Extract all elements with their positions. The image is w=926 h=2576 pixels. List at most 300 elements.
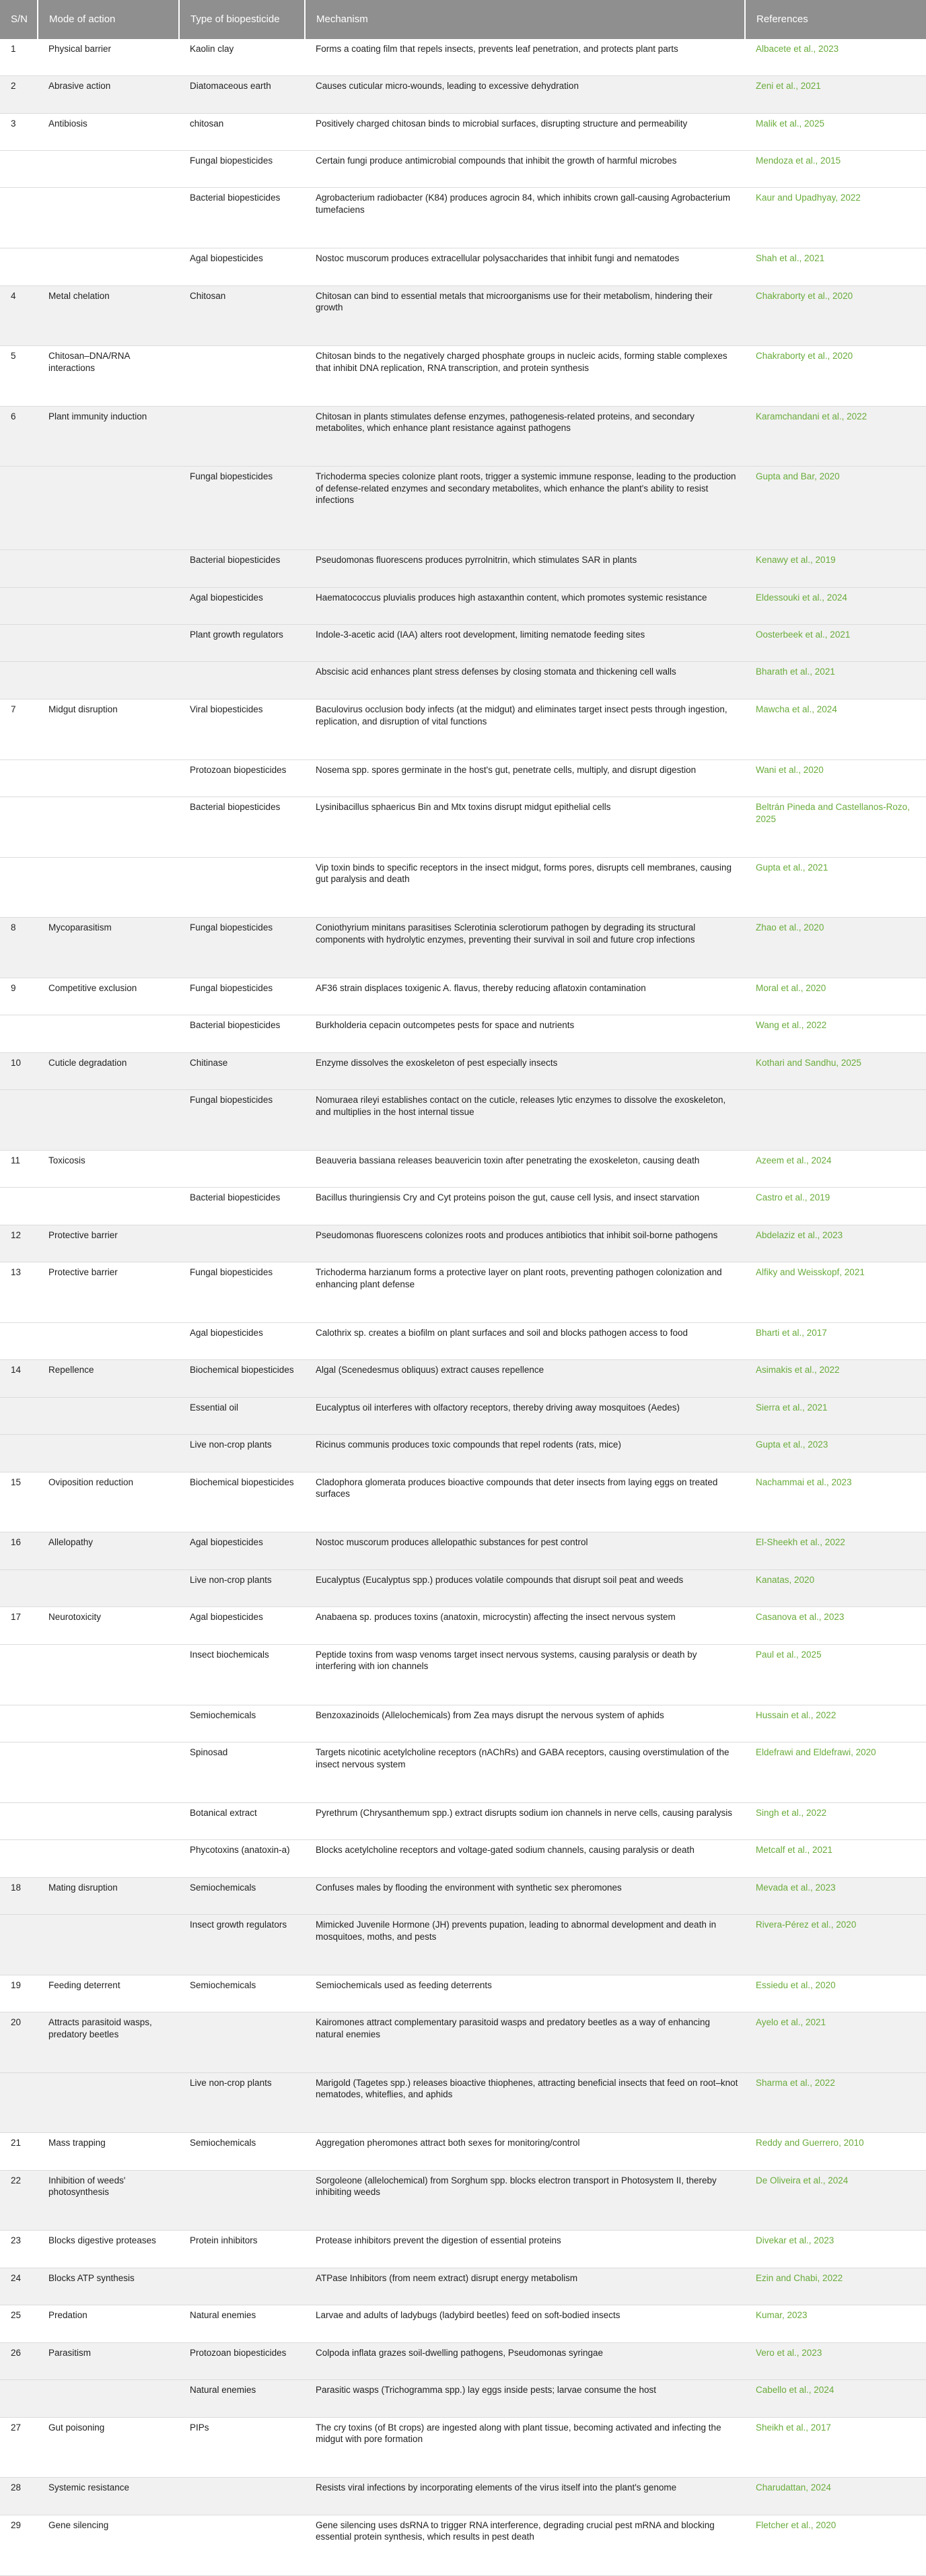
cell-sn bbox=[0, 1705, 38, 1742]
table-row bbox=[0, 1975, 926, 2012]
cell-reference[interactable]: Hussain et al., 2022 bbox=[756, 1709, 836, 1720]
cell-mechanism: Chitosan can bind to essential metals that microorganisms use for their metabolism, hindering their growth bbox=[316, 290, 713, 313]
cell-mode-of-action: Parasitism bbox=[48, 2347, 92, 2358]
cell-mode-of-action: Mating disruption bbox=[48, 1882, 118, 1893]
cell-reference[interactable]: Oosterbeek et al., 2021 bbox=[756, 630, 851, 640]
cell-mode-of-action bbox=[38, 2072, 179, 2133]
table-row bbox=[0, 1015, 926, 1052]
cell-mode-of-action bbox=[38, 587, 179, 624]
cell-mode-of-action bbox=[38, 467, 179, 550]
cell-sn: 20 bbox=[11, 2017, 22, 2028]
cell-sn bbox=[0, 759, 38, 796]
table-row bbox=[0, 1915, 926, 1975]
cell-mechanism: Chitosan in plants stimulates defense enzymes, pathogenesis-related proteins, and secondary metabolites, which enhance plant resistance against pathogens bbox=[316, 411, 694, 434]
cell-mechanism: Colpoda inflata grazes soil-dwelling pathogens, Pseudomonas syringae bbox=[316, 2347, 604, 2358]
cell-mode-of-action: Repellence bbox=[48, 1365, 94, 1376]
table-row bbox=[0, 2231, 926, 2268]
cell-mode-of-action: Inhibition of weeds' photosynthesis bbox=[48, 2175, 126, 2198]
table-row bbox=[0, 1262, 926, 1323]
cell-reference[interactable]: Divekar et al., 2023 bbox=[756, 2235, 834, 2246]
cell-mechanism: Targets nicotinic acetylcholine receptors (nAChRs) and GABA receptors, causing overstimulation of the insect nervous system bbox=[316, 1747, 729, 1769]
cell-reference[interactable]: Cabello et al., 2024 bbox=[756, 2385, 834, 2396]
table-row bbox=[0, 662, 926, 699]
table-row bbox=[0, 188, 926, 248]
cell-reference[interactable]: Essiedu et al., 2020 bbox=[756, 1979, 836, 1990]
cell-sn: 27 bbox=[11, 2422, 22, 2433]
cell-type: Biochemical biopesticides bbox=[190, 1477, 294, 1487]
cell-sn: 21 bbox=[11, 2138, 22, 2148]
cell-mode-of-action bbox=[38, 1840, 179, 1877]
cell-mechanism: Lysinibacillus sphaericus Bin and Mtx toxins disrupt midgut epithelial cells bbox=[316, 802, 611, 813]
cell-type bbox=[179, 2515, 305, 2575]
cell-mechanism: Gene silencing uses dsRNA to trigger RNA interference, degrading crucial pest mRNA and blocking essential protein synthesis, which results in pest death bbox=[316, 2519, 715, 2542]
table-row bbox=[0, 625, 926, 662]
cell-sn bbox=[0, 1569, 38, 1606]
cell-sn bbox=[0, 587, 38, 624]
cell-mode-of-action: Plant immunity induction bbox=[48, 411, 147, 421]
cell-mechanism: Beauveria bassiana releases beauvericin toxin after penetrating the exoskeleton, causing death bbox=[316, 1155, 700, 1165]
table-row bbox=[0, 113, 926, 150]
cell-reference[interactable]: Albacete et al., 2023 bbox=[756, 44, 839, 54]
cell-mode-of-action: Gut poisoning bbox=[48, 2422, 105, 2433]
cell-reference[interactable]: Vero et al., 2023 bbox=[756, 2347, 822, 2358]
cell-mechanism: Kairomones attract complementary parasitoid wasps and predatory beetles as a way of enhancing natural enemies bbox=[316, 2017, 711, 2039]
cell-type: Semiochemicals bbox=[190, 1882, 256, 1893]
cell-type: Botanical extract bbox=[190, 1807, 257, 1818]
cell-mechanism: Anabaena sp. produces toxins (anatoxin, microcystin) affecting the insect nervous system bbox=[316, 1612, 676, 1623]
cell-sn bbox=[0, 150, 38, 187]
cell-reference[interactable]: Gupta et al., 2023 bbox=[756, 1439, 828, 1450]
cell-type: Phycotoxins (anatoxin-a) bbox=[190, 1845, 290, 1856]
table-row bbox=[0, 150, 926, 187]
cell-mechanism: Protease inhibitors prevent the digestion of essential proteins bbox=[316, 2235, 561, 2246]
cell-type: Protozoan biopesticides bbox=[190, 2347, 287, 2358]
cell-reference[interactable]: Rivera-Pérez et al., 2020 bbox=[756, 1920, 857, 1930]
cell-mechanism: Nosema spp. spores germinate in the host's gut, penetrate cells, multiply, and disrupt digestion bbox=[316, 764, 697, 775]
cell-mechanism: Benzoxazinoids (Allelochemicals) from Zea mays disrupt the nervous system of aphids bbox=[316, 1709, 664, 1720]
cell-sn: 16 bbox=[11, 1537, 22, 1548]
cell-mechanism: Peptide toxins from wasp venoms target insect nervous systems, causing paralysis or death by interfering with ion channels bbox=[316, 1649, 697, 1672]
cell-sn: 7 bbox=[11, 704, 16, 714]
table-row bbox=[0, 39, 926, 76]
cell-reference[interactable]: Kanatas, 2020 bbox=[756, 1574, 815, 1585]
cell-sn: 19 bbox=[11, 1979, 22, 1990]
cell-sn: 9 bbox=[11, 982, 16, 993]
cell-mode-of-action: Chitosan–DNA/RNA interactions bbox=[48, 351, 130, 373]
cell-mechanism: Burkholderia cepacin outcompetes pests for space and nutrients bbox=[316, 1020, 575, 1031]
cell-mechanism: Cladophora glomerata produces bioactive compounds that deter insects from laying eggs on treated surfaces bbox=[316, 1477, 718, 1499]
table-row bbox=[0, 1532, 926, 1569]
cell-sn bbox=[0, 550, 38, 587]
cell-type: Fungal biopesticides bbox=[190, 1267, 273, 1278]
cell-mechanism: Coniothyrium minitans parasitises Sclerotinia sclerotiorum pathogen by degrading its structural components with hydrolytic enzymes, preventing their survival in soil and future crop infections bbox=[316, 922, 696, 945]
table-row bbox=[0, 1397, 926, 1434]
cell-sn bbox=[0, 625, 38, 662]
cell-reference[interactable]: Mawcha et al., 2024 bbox=[756, 704, 837, 714]
cell-sn bbox=[0, 1915, 38, 1975]
cell-mode-of-action: Midgut disruption bbox=[48, 704, 118, 714]
cell-type: Plant growth regulators bbox=[190, 630, 283, 640]
header-references: References bbox=[756, 13, 808, 26]
cell-reference[interactable]: El-Sheekh et al., 2022 bbox=[756, 1537, 845, 1548]
cell-sn bbox=[0, 1742, 38, 1802]
table-row bbox=[0, 1569, 926, 1606]
cell-mechanism: Chitosan binds to the negatively charged phosphate groups in nucleic acids, forming stable complexes that inhibit DNA replication, RNA transcription, and protein synthesis bbox=[316, 351, 727, 373]
cell-sn bbox=[0, 1840, 38, 1877]
cell-mode-of-action: Feeding deterrent bbox=[48, 1979, 120, 1990]
cell-type: Semiochemicals bbox=[190, 1979, 256, 1990]
cell-mechanism: Vip toxin binds to specific receptors in the insect midgut, forms pores, disrupts cell membranes, causing gut paralysis and death bbox=[316, 862, 732, 885]
cell-type: Biochemical biopesticides bbox=[190, 1365, 294, 1376]
cell-type bbox=[179, 406, 305, 467]
cell-reference[interactable]: Gupta et al., 2021 bbox=[756, 862, 828, 873]
cell-sn bbox=[0, 1802, 38, 1839]
table-row bbox=[0, 1607, 926, 1644]
cell-mechanism: The cry toxins (of Bt crops) are ingested along with plant tissue, becoming activated and infecting the midgut with pore formation bbox=[316, 2422, 721, 2445]
cell-type: Fungal biopesticides bbox=[190, 1095, 273, 1106]
cell-reference[interactable]: Kumar, 2023 bbox=[756, 2310, 808, 2321]
cell-mode-of-action bbox=[38, 1397, 179, 1434]
cell-reference[interactable]: Asimakis et al., 2022 bbox=[756, 1365, 840, 1376]
cell-reference[interactable]: Karamchandani et al., 2022 bbox=[756, 411, 867, 421]
cell-reference[interactable]: Zeni et al., 2021 bbox=[756, 81, 821, 92]
cell-mode-of-action bbox=[38, 1915, 179, 1975]
cell-sn: 4 bbox=[11, 290, 16, 301]
cell-mode-of-action: Metal chelation bbox=[48, 290, 110, 301]
cell-mode-of-action: Neurotoxicity bbox=[48, 1612, 102, 1623]
cell-reference[interactable]: Azeem et al., 2024 bbox=[756, 1155, 832, 1165]
cell-type: Agal biopesticides bbox=[190, 253, 263, 264]
table-row bbox=[0, 1802, 926, 1839]
cell-type: Agal biopesticides bbox=[190, 1612, 263, 1623]
cell-sn: 23 bbox=[11, 2235, 22, 2246]
table-row bbox=[0, 1052, 926, 1089]
cell-mode-of-action bbox=[38, 1705, 179, 1742]
cell-sn bbox=[0, 797, 38, 858]
cell-type: Essential oil bbox=[190, 1402, 239, 1413]
cell-type bbox=[179, 346, 305, 407]
cell-reference[interactable]: Nachammai et al., 2023 bbox=[756, 1477, 852, 1487]
cell-reference[interactable]: Zhao et al., 2020 bbox=[756, 922, 824, 933]
cell-sn: 18 bbox=[11, 1882, 22, 1893]
cell-type: chitosan bbox=[190, 118, 224, 129]
cell-type: Chitinase bbox=[190, 1057, 228, 1068]
table-row bbox=[0, 1705, 926, 1742]
cell-mechanism: Haematococcus pluvialis produces high astaxanthin content, which promotes systemic resistance bbox=[316, 592, 707, 603]
table-row bbox=[0, 1840, 926, 1877]
cell-sn: 3 bbox=[11, 118, 16, 129]
cell-mode-of-action: Protective barrier bbox=[48, 1267, 118, 1278]
cell-reference[interactable]: Metcalf et al., 2021 bbox=[756, 1845, 833, 1856]
table-row bbox=[0, 1188, 926, 1225]
cell-reference[interactable]: Mevada et al., 2023 bbox=[756, 1882, 836, 1893]
cell-mode-of-action bbox=[38, 1742, 179, 1802]
cell-sn bbox=[0, 467, 38, 550]
cell-type: Semiochemicals bbox=[190, 1709, 256, 1720]
cell-reference[interactable]: Casanova et al., 2023 bbox=[756, 1612, 845, 1623]
cell-mode-of-action bbox=[38, 1188, 179, 1225]
cell-reference[interactable]: Bharath et al., 2021 bbox=[756, 667, 835, 677]
cell-mode-of-action bbox=[38, 857, 179, 918]
cell-mechanism: Blocks acetylcholine receptors and voltage-gated sodium channels, causing paralysis or death bbox=[316, 1845, 694, 1856]
cell-reference[interactable]: Kaur and Upadhyay, 2022 bbox=[756, 193, 861, 203]
cell-type: Natural enemies bbox=[190, 2385, 256, 2396]
cell-type: Natural enemies bbox=[190, 2310, 256, 2321]
cell-mechanism: Agrobacterium radiobacter (K84) produces agrocin 84, which inhibits crown gall-causing Agrobacterium tumefaciens bbox=[316, 193, 731, 215]
table-row bbox=[0, 797, 926, 858]
cell-sn: 12 bbox=[11, 1229, 22, 1240]
cell-sn bbox=[0, 2380, 38, 2417]
cell-mode-of-action: Allelopathy bbox=[48, 1537, 94, 1548]
table-row bbox=[0, 550, 926, 587]
cell-mechanism: Forms a coating film that repels insects, prevents leaf penetration, and protects plant parts bbox=[316, 44, 678, 54]
cell-sn bbox=[0, 1188, 38, 1225]
cell-mechanism: Larvae and adults of ladybugs (ladybird beetles) feed on soft-bodied insects bbox=[316, 2310, 620, 2321]
table-row bbox=[0, 918, 926, 978]
cell-type bbox=[179, 1225, 305, 1262]
cell-sn: 15 bbox=[11, 1477, 22, 1487]
cell-reference[interactable]: Fletcher et al., 2020 bbox=[756, 2519, 836, 2530]
cell-mechanism: Pseudomonas fluorescens produces pyrrolnitrin, which stimulates SAR in plants bbox=[316, 555, 637, 566]
cell-type: Semiochemicals bbox=[190, 2138, 256, 2148]
cell-mode-of-action bbox=[38, 150, 179, 187]
cell-mechanism: Calothrix sp. creates a biofilm on plant surfaces and soil and blocks pathogen access to food bbox=[316, 1327, 688, 1338]
table-row bbox=[0, 248, 926, 285]
cell-mode-of-action: Oviposition reduction bbox=[48, 1477, 134, 1487]
table-row bbox=[0, 406, 926, 467]
cell-type: Diatomaceous earth bbox=[190, 81, 271, 92]
cell-sn: 10 bbox=[11, 1057, 22, 1068]
cell-mechanism: Nomuraea rileyi establishes contact on the cuticle, releases lytic enzymes to dissolve the exoskeleton, and multiplies in the host internal tissue bbox=[316, 1095, 726, 1117]
cell-type bbox=[179, 2268, 305, 2305]
cell-mode-of-action: Attracts parasitoid wasps, predatory beetles bbox=[48, 2017, 152, 2039]
table-header bbox=[0, 0, 926, 39]
table-row bbox=[0, 2268, 926, 2305]
cell-mechanism: Confuses males by flooding the environment with synthetic sex pheromones bbox=[316, 1882, 622, 1893]
cell-mechanism: Abscisic acid enhances plant stress defenses by closing stomata and thickening cell walls bbox=[316, 667, 676, 677]
table-row bbox=[0, 76, 926, 113]
cell-mode-of-action bbox=[38, 188, 179, 248]
header-mechanism: Mechanism bbox=[305, 0, 745, 39]
table-row bbox=[0, 1472, 926, 1532]
cell-mode-of-action bbox=[38, 1569, 179, 1606]
cell-sn: 22 bbox=[11, 2175, 22, 2185]
cell-sn: 5 bbox=[11, 351, 16, 362]
cell-mode-of-action bbox=[38, 759, 179, 796]
cell-type: Insect growth regulators bbox=[190, 1920, 287, 1930]
cell-mechanism: Parasitic wasps (Trichogramma spp.) lay eggs inside pests; larvae consume the host bbox=[316, 2385, 656, 2396]
table-row bbox=[0, 1322, 926, 1359]
table-row bbox=[0, 978, 926, 1015]
cell-reference[interactable]: Ayelo et al., 2021 bbox=[756, 2017, 826, 2028]
table-row bbox=[0, 1644, 926, 1705]
cell-reference[interactable]: Chakraborty et al., 2020 bbox=[756, 290, 853, 301]
table-row bbox=[0, 2478, 926, 2515]
table-row bbox=[0, 2072, 926, 2133]
cell-reference[interactable]: Sierra et al., 2021 bbox=[756, 1402, 828, 1413]
table-row bbox=[0, 2305, 926, 2342]
cell-mode-of-action: Toxicosis bbox=[48, 1155, 85, 1165]
table-row bbox=[0, 699, 926, 759]
cell-mode-of-action bbox=[38, 248, 179, 285]
cell-type: Agal biopesticides bbox=[190, 592, 263, 603]
cell-reference[interactable]: Malik et al., 2025 bbox=[756, 118, 825, 129]
table-row bbox=[0, 2133, 926, 2170]
cell-reference[interactable]: Shah et al., 2021 bbox=[756, 253, 825, 264]
table-row bbox=[0, 2417, 926, 2478]
cell-reference[interactable]: Gupta and Bar, 2020 bbox=[756, 471, 840, 482]
cell-mechanism: Nostoc muscorum produces allelopathic substances for pest control bbox=[316, 1537, 588, 1548]
cell-reference[interactable]: De Oliveira et al., 2024 bbox=[756, 2175, 849, 2185]
cell-reference[interactable]: Alfiky and Weisskopf, 2021 bbox=[756, 1267, 865, 1278]
cell-type: Agal biopesticides bbox=[190, 1537, 263, 1548]
cell-reference[interactable] bbox=[745, 1090, 926, 1151]
cell-mode-of-action bbox=[38, 662, 179, 699]
table-row bbox=[0, 285, 926, 346]
cell-mechanism: Algal (Scenedesmus obliquus) extract causes repellence bbox=[316, 1365, 544, 1376]
cell-sn: 17 bbox=[11, 1612, 22, 1623]
cell-mode-of-action: Gene silencing bbox=[48, 2519, 109, 2530]
cell-reference[interactable]: Paul et al., 2025 bbox=[756, 1649, 822, 1660]
cell-type: Live non-crop plants bbox=[190, 1439, 272, 1450]
table-body bbox=[0, 39, 926, 2576]
cell-mode-of-action: Cuticle degradation bbox=[48, 1057, 127, 1068]
cell-type: PIPs bbox=[190, 2422, 209, 2433]
cell-type: Protozoan biopesticides bbox=[190, 764, 287, 775]
table-row bbox=[0, 1225, 926, 1262]
cell-sn: 28 bbox=[11, 2482, 22, 2493]
cell-mode-of-action bbox=[38, 550, 179, 587]
cell-mechanism: ATPase Inhibitors (from neem extract) disrupt energy metabolism bbox=[316, 2272, 578, 2283]
cell-mechanism: Pyrethrum (Chrysanthemum spp.) extract disrupts sodium ion channels in nerve cells, causing paralysis bbox=[316, 1807, 733, 1818]
cell-sn: 6 bbox=[11, 411, 16, 421]
cell-mode-of-action bbox=[38, 1644, 179, 1705]
cell-sn bbox=[0, 2072, 38, 2133]
cell-type: Agal biopesticides bbox=[190, 1327, 263, 1338]
cell-mechanism: Certain fungi produce antimicrobial compounds that inhibit the growth of harmful microbes bbox=[316, 155, 677, 166]
cell-sn: 26 bbox=[11, 2347, 22, 2358]
cell-mechanism: Causes cuticular micro-wounds, leading to excessive dehydration bbox=[316, 81, 579, 92]
cell-reference[interactable]: Chakraborty et al., 2020 bbox=[756, 351, 853, 362]
cell-mechanism: Marigold (Tagetes spp.) releases bioactive thiophenes, attracting beneficial insects that feed on root–knot nematodes, whiteflies, and aphids bbox=[316, 2077, 738, 2100]
cell-reference[interactable]: Beltrán Pineda and Castellanos-Rozo, 2025 bbox=[756, 802, 910, 824]
cell-reference[interactable]: Eldefrawi and Eldefrawi, 2020 bbox=[756, 1747, 876, 1757]
cell-sn: 1 bbox=[11, 44, 16, 54]
cell-sn bbox=[0, 662, 38, 699]
cell-reference[interactable]: Kenawy et al., 2019 bbox=[756, 555, 836, 566]
cell-type bbox=[179, 2478, 305, 2515]
cell-mechanism: Baculovirus occlusion body infects (at the midgut) and eliminates target insect pests through ingestion, replication, and disruption of vital functions bbox=[316, 704, 727, 726]
header-row bbox=[0, 0, 926, 39]
cell-type bbox=[179, 1150, 305, 1187]
cell-reference[interactable]: Sheikh et al., 2017 bbox=[756, 2422, 831, 2433]
table-row bbox=[0, 2515, 926, 2575]
cell-mechanism: Enzyme dissolves the exoskeleton of pest especially insects bbox=[316, 1057, 558, 1068]
cell-type: Bacterial biopesticides bbox=[190, 1192, 281, 1203]
cell-reference[interactable]: Singh et al., 2022 bbox=[756, 1807, 827, 1818]
cell-sn bbox=[0, 1015, 38, 1052]
cell-mechanism: Indole-3-acetic acid (IAA) alters root development, limiting nematode feeding sites bbox=[316, 630, 645, 640]
cell-mode-of-action bbox=[38, 2380, 179, 2417]
cell-sn: 11 bbox=[11, 1155, 21, 1165]
cell-reference[interactable]: Kothari and Sandhu, 2025 bbox=[756, 1057, 861, 1068]
cell-mode-of-action: Protective barrier bbox=[48, 1229, 118, 1240]
table-row bbox=[0, 2012, 926, 2073]
cell-mechanism: Eucalyptus oil interferes with olfactory receptors, thereby driving away mosquitoes (Aedes) bbox=[316, 1402, 680, 1413]
cell-type: Fungal biopesticides bbox=[190, 982, 273, 993]
cell-mechanism: Semiochemicals used as feeding deterrents bbox=[316, 1979, 492, 1990]
cell-reference[interactable]: Abdelaziz et al., 2023 bbox=[756, 1229, 843, 1240]
cell-mechanism: Bacillus thuringiensis Cry and Cyt proteins poison the gut, cause cell lysis, and insect starvation bbox=[316, 1192, 700, 1203]
cell-mode-of-action bbox=[38, 797, 179, 858]
cell-type bbox=[179, 2170, 305, 2231]
table-row bbox=[0, 1360, 926, 1397]
cell-mechanism: Trichoderma harzianum forms a protective layer on plant roots, preventing pathogen colonization and enhancing plant defense bbox=[316, 1267, 722, 1289]
cell-type: Chitosan bbox=[190, 290, 226, 301]
cell-reference[interactable]: Ezin and Chabi, 2022 bbox=[756, 2272, 843, 2283]
cell-type: Bacterial biopesticides bbox=[190, 555, 281, 566]
cell-sn bbox=[0, 1435, 38, 1472]
cell-reference[interactable]: Bharti et al., 2017 bbox=[756, 1327, 827, 1338]
cell-reference[interactable]: Wang et al., 2022 bbox=[756, 1020, 827, 1031]
cell-type: Fungal biopesticides bbox=[190, 471, 273, 482]
cell-sn: 25 bbox=[11, 2310, 22, 2321]
cell-type: Bacterial biopesticides bbox=[190, 1020, 281, 1031]
cell-sn: 24 bbox=[11, 2272, 22, 2283]
cell-type: Kaolin clay bbox=[190, 44, 234, 54]
cell-mechanism: Resists viral infections by incorporating elements of the virus itself into the plant's genome bbox=[316, 2482, 677, 2493]
cell-mode-of-action: Mycoparasitism bbox=[48, 922, 112, 933]
cell-mechanism: Mimicked Juvenile Hormone (JH) prevents pupation, leading to abnormal development and death in mosquitoes, moths, and pests bbox=[316, 1920, 717, 1942]
table-row bbox=[0, 759, 926, 796]
cell-mode-of-action: Abrasive action bbox=[48, 81, 111, 92]
cell-mode-of-action: Competitive exclusion bbox=[48, 982, 137, 993]
cell-type: Live non-crop plants bbox=[190, 2077, 272, 2088]
cell-mechanism: Pseudomonas fluorescens colonizes roots and produces antibiotics that inhibit soil-borne pathogens bbox=[316, 1229, 718, 1240]
cell-type bbox=[179, 662, 305, 699]
header-type-of-biopesticide: Type of biopesticide bbox=[179, 0, 305, 39]
cell-reference[interactable]: Reddy and Guerrero, 2010 bbox=[756, 2138, 864, 2148]
cell-reference[interactable]: Castro et al., 2019 bbox=[756, 1192, 830, 1203]
cell-mode-of-action bbox=[38, 1435, 179, 1472]
table-row bbox=[0, 587, 926, 624]
cell-mode-of-action: Blocks digestive proteases bbox=[48, 2235, 156, 2246]
cell-mode-of-action bbox=[38, 1015, 179, 1052]
cell-reference[interactable]: Moral et al., 2020 bbox=[756, 982, 826, 993]
cell-type: Viral biopesticides bbox=[190, 704, 263, 714]
cell-sn: 29 bbox=[11, 2519, 22, 2530]
cell-type: Bacterial biopesticides bbox=[190, 193, 281, 203]
cell-type: Insect biochemicals bbox=[190, 1649, 269, 1660]
cell-reference[interactable]: Sharma et al., 2022 bbox=[756, 2077, 835, 2088]
cell-reference[interactable]: Charudattan, 2024 bbox=[756, 2482, 831, 2493]
cell-type: Fungal biopesticides bbox=[190, 155, 273, 166]
cell-reference[interactable]: Mendoza et al., 2015 bbox=[756, 155, 841, 166]
table-row bbox=[0, 1877, 926, 1914]
cell-reference[interactable]: Wani et al., 2020 bbox=[756, 764, 824, 775]
cell-sn bbox=[0, 188, 38, 248]
table-row bbox=[0, 1090, 926, 1151]
cell-sn bbox=[0, 1090, 38, 1151]
cell-mechanism: Eucalyptus (Eucalyptus spp.) produces volatile compounds that disrupt soil peat and weeds bbox=[316, 1574, 684, 1585]
cell-mode-of-action bbox=[38, 1090, 179, 1151]
cell-reference[interactable]: Eldessouki et al., 2024 bbox=[756, 592, 847, 603]
cell-mode-of-action: Mass trapping bbox=[48, 2138, 106, 2148]
cell-mode-of-action: Physical barrier bbox=[48, 44, 112, 54]
table-row bbox=[0, 2170, 926, 2231]
cell-mechanism: Nostoc muscorum produces extracellular polysaccharides that inhibit fungi and nematodes bbox=[316, 253, 680, 264]
cell-mechanism: Sorgoleone (allelochemical) from Sorghum spp. blocks electron transport in Photosystem II, thereby inhibiting weeds bbox=[316, 2175, 717, 2198]
